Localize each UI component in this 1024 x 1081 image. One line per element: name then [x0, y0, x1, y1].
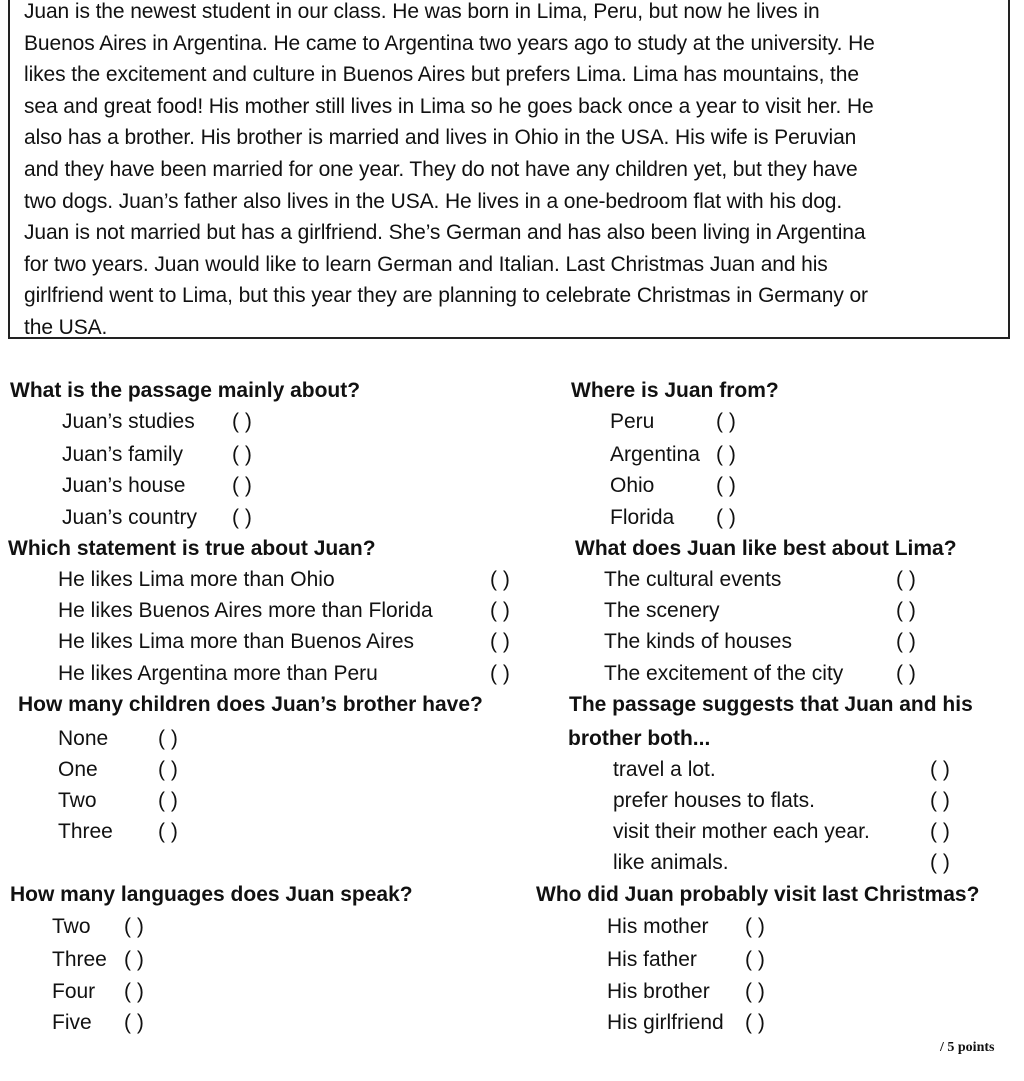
answer-blank[interactable]: ( ): [124, 915, 144, 938]
question-suggests-line1: The passage suggests that Juan and his: [569, 693, 973, 716]
option-label: One: [58, 758, 98, 781]
question-languages: How many languages does Juan speak?: [10, 883, 413, 906]
reading-passage: Juan is the newest student in our class. He was born in Lima, Peru, but now he lives in Buenos Aires in Argentina. He came to Argentina two years ago to study at the university. He likes the excitement and culture in Buenos Aires but prefers Lima. Lima has mountains, the sea and great food! His mother still lives in Lima so he goes back once a year to visit her. He also has a brother. His brother is married and lives in Ohio in the USA. His wife is Peruvian and they have been married for one year. They do not have any children yet, but they have two dogs. Juan’s father also lives in the USA. He lives in a one-bedroom flat with his dog. Juan is not married but has a girlfriend. She’s German and has also been living in Argentina for two years. Juan would like to learn German and Italian. Last Christmas Juan and his girlfriend went to Lima, but this year they are planning to celebrate Christmas in Germany or the USA.: [24, 0, 875, 339]
answer-blank[interactable]: ( ): [716, 410, 736, 433]
question-true-statement: Which statement is true about Juan?: [8, 537, 376, 560]
option-label: Two: [52, 915, 91, 938]
option-label: The excitement of the city: [604, 662, 844, 685]
reading-passage-box: [8, 0, 1010, 339]
answer-blank[interactable]: ( ): [716, 474, 736, 497]
answer-blank[interactable]: ( ): [930, 758, 950, 781]
answer-blank[interactable]: ( ): [490, 630, 510, 653]
answer-blank[interactable]: ( ): [896, 662, 916, 685]
answer-blank[interactable]: ( ): [124, 948, 144, 971]
option-label: Three: [58, 820, 113, 843]
answer-blank[interactable]: ( ): [716, 443, 736, 466]
option-label: Argentina: [610, 443, 700, 466]
option-label: His father: [607, 948, 697, 971]
option-label: Peru: [610, 410, 655, 433]
answer-blank[interactable]: ( ): [745, 1011, 765, 1034]
option-label: Juan’s family: [62, 443, 183, 466]
option-label: like animals.: [613, 851, 729, 874]
option-label: visit their mother each year.: [613, 820, 870, 843]
answer-blank[interactable]: ( ): [490, 568, 510, 591]
option-label: Florida: [610, 506, 675, 529]
answer-blank[interactable]: ( ): [745, 915, 765, 938]
answer-blank[interactable]: ( ): [232, 443, 252, 466]
answer-blank[interactable]: ( ): [896, 630, 916, 653]
answer-blank[interactable]: ( ): [716, 506, 736, 529]
option-label: His girlfriend: [607, 1011, 724, 1034]
question-suggests-line2: brother both...: [568, 727, 711, 750]
option-label: The kinds of houses: [604, 630, 792, 653]
option-label: Ohio: [610, 474, 655, 497]
option-label: He likes Lima more than Ohio: [58, 568, 335, 591]
option-label: travel a lot.: [613, 758, 716, 781]
question-best-about-lima: What does Juan like best about Lima?: [575, 537, 957, 560]
answer-blank[interactable]: ( ): [490, 599, 510, 622]
answer-blank[interactable]: ( ): [158, 727, 178, 750]
option-label: None: [58, 727, 109, 750]
option-label: Juan’s country: [62, 506, 198, 529]
answer-blank[interactable]: ( ): [896, 599, 916, 622]
answer-blank[interactable]: ( ): [930, 820, 950, 843]
answer-blank[interactable]: ( ): [490, 662, 510, 685]
answer-blank[interactable]: ( ): [232, 410, 252, 433]
option-label: He likes Argentina more than Peru: [58, 662, 378, 685]
answer-blank[interactable]: ( ): [896, 568, 916, 591]
option-label: His brother: [607, 980, 710, 1003]
option-label: Juan’s house: [62, 474, 186, 497]
option-label: He likes Lima more than Buenos Aires: [58, 630, 415, 653]
option-label: Three: [52, 948, 107, 971]
option-label: The scenery: [604, 599, 720, 622]
answer-blank[interactable]: ( ): [124, 980, 144, 1003]
answer-blank[interactable]: ( ): [232, 506, 252, 529]
answer-blank[interactable]: ( ): [158, 758, 178, 781]
question-passage-about: What is the passage mainly about?: [10, 379, 361, 402]
option-label: Juan’s studies: [62, 410, 195, 433]
answer-blank[interactable]: ( ): [930, 851, 950, 874]
points-total: / 5 points: [940, 1040, 995, 1055]
answer-blank[interactable]: ( ): [124, 1011, 144, 1034]
question-brother-children: How many children does Juan’s brother have?: [18, 693, 483, 716]
option-label: Five: [52, 1011, 92, 1034]
answer-blank[interactable]: ( ): [745, 948, 765, 971]
option-label: prefer houses to flats.: [613, 789, 815, 812]
option-label: Four: [52, 980, 96, 1003]
question-juan-from: Where is Juan from?: [571, 379, 779, 402]
answer-blank[interactable]: ( ): [158, 789, 178, 812]
option-label: Two: [58, 789, 97, 812]
question-christmas-visit: Who did Juan probably visit last Christmas?: [536, 883, 980, 906]
option-label: The cultural events: [604, 568, 782, 591]
answer-blank[interactable]: ( ): [232, 474, 252, 497]
answer-blank[interactable]: ( ): [930, 789, 950, 812]
answer-blank[interactable]: ( ): [745, 980, 765, 1003]
option-label: His mother: [607, 915, 709, 938]
option-label: He likes Buenos Aires more than Florida: [58, 599, 433, 622]
answer-blank[interactable]: ( ): [158, 820, 178, 843]
